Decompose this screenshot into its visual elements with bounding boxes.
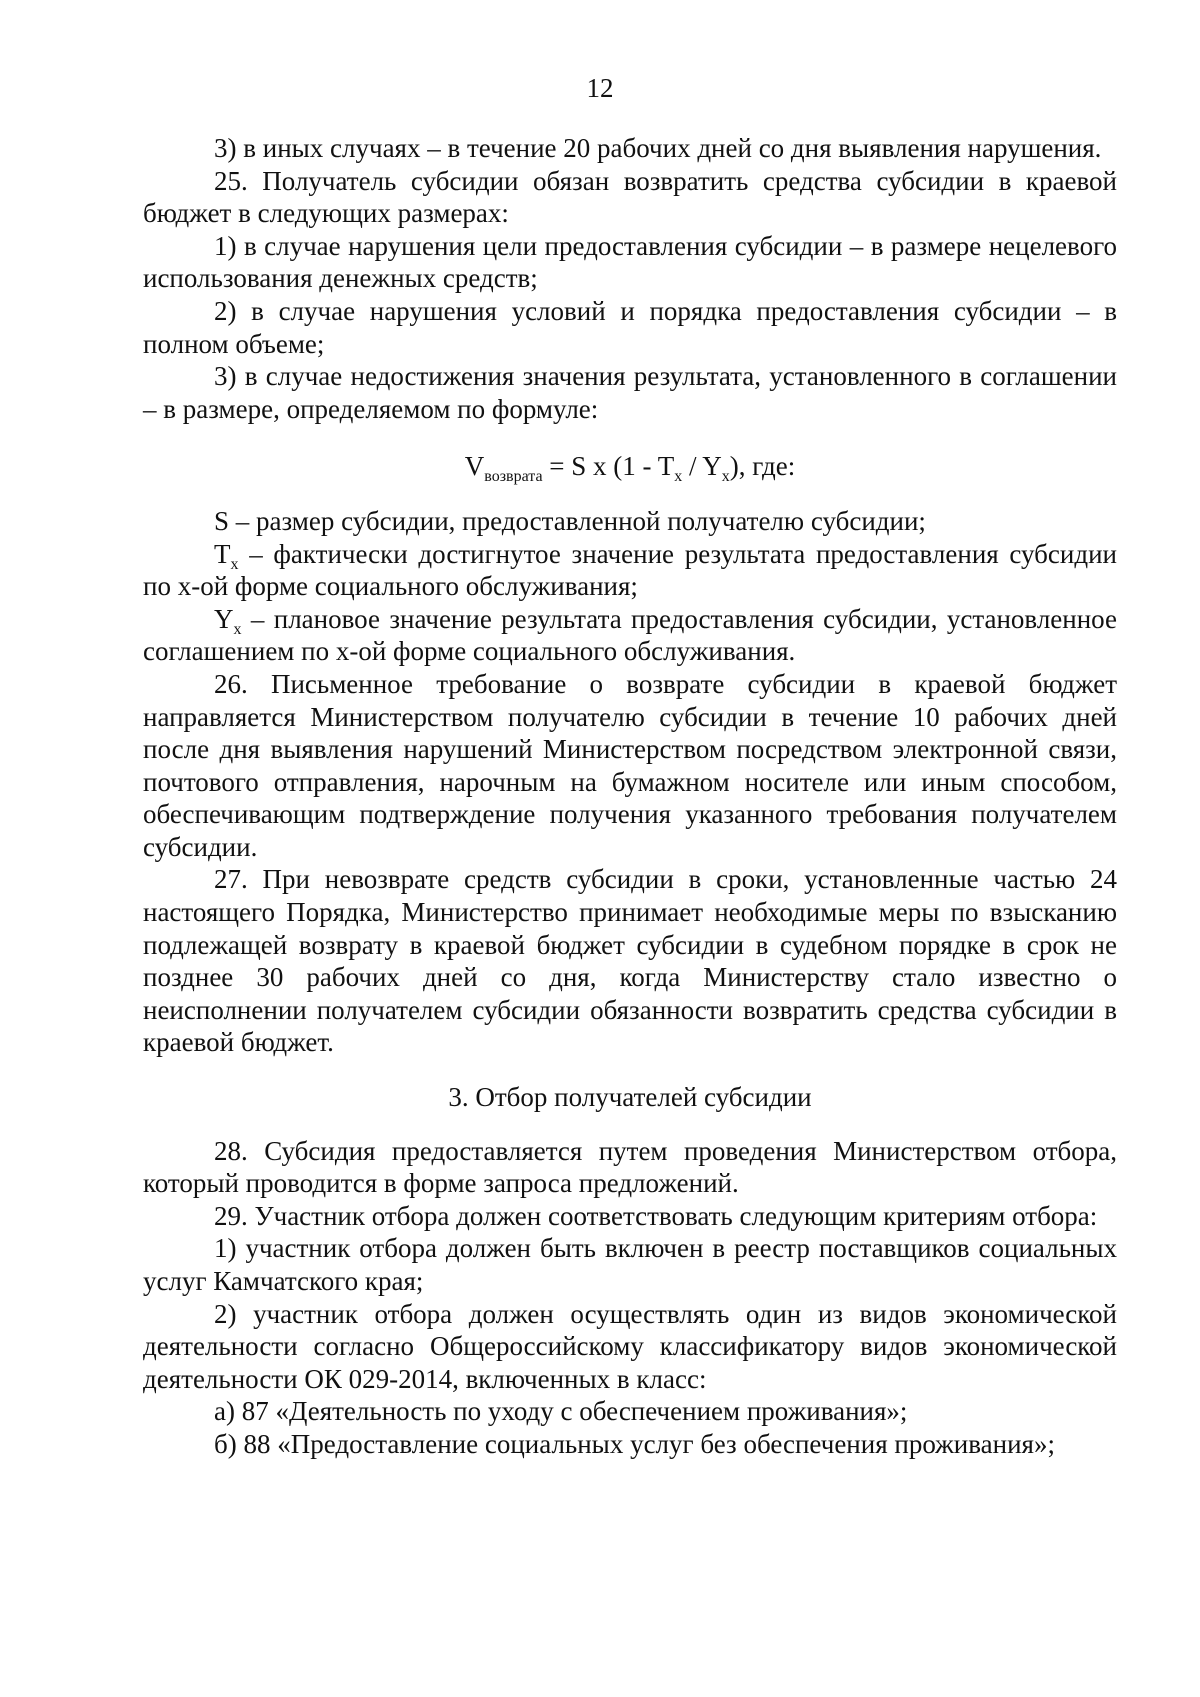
paragraph: 3) в случае недостижения значения результата, установленного в соглашении – в размере, определяемом по формуле: <box>143 361 1117 424</box>
definition-t-symbol: T <box>214 538 231 569</box>
paragraph: 1) в случае нарушения цели предоставления субсидии – в размере нецелевого использования денежных средств; <box>143 230 1117 294</box>
formula-t-subscript: x <box>674 468 683 486</box>
definition-t <box>143 538 1117 603</box>
definition-s: S – размер субсидии, предоставленной получателю субсидии; <box>214 505 926 536</box>
formula-slash: / Y <box>682 451 722 482</box>
paragraph: 3) в иных случаях – в течение 20 рабочих дней со дня выявления нарушения. <box>214 133 1102 163</box>
paragraph: а) 87 «Деятельность по уходу с обеспечением проживания»; <box>214 1396 908 1427</box>
formula-mid: = S x (1 - T <box>542 451 675 482</box>
page-number: 12 <box>586 73 614 103</box>
section-title: 3. Отбор получателей субсидии <box>448 1082 812 1113</box>
definition-y-subscript: x <box>233 620 242 638</box>
definition-y-text: – плановое значение результата предоставления субсидии, установленное соглашением по x-ой форме социального обслуживания. <box>143 603 1117 667</box>
paragraph: 2) участник отбора должен осуществлять один из видов экономической деятельности согласно Общероссийскому классификатору видов экономической деятельности ОК 029-2014, включенных в класс: <box>143 1298 1117 1394</box>
definition-t-text: – фактически достигнутое значение результата предоставления субсидии по x-ой форме социального обслуживания; <box>143 538 1117 602</box>
definition-y <box>143 603 1117 668</box>
document-body <box>143 132 1117 1461</box>
definition-y-symbol: Y <box>214 603 234 634</box>
paragraph: 1) участник отбора должен быть включен в реестр поставщиков социальных услуг Камчатского края; <box>143 1233 1117 1296</box>
definition-t-subscript: x <box>230 555 239 573</box>
paragraph: б) 88 «Предоставление социальных услуг без обеспечения проживания»; <box>214 1428 1055 1459</box>
paragraph: 2) в случае нарушения условий и порядка предоставления субсидии – в полном объеме; <box>143 295 1117 359</box>
paragraph: 29. Участник отбора должен соответствовать следующим критериям отбора: <box>214 1200 1098 1231</box>
paragraph: 28. Субсидия предоставляется путем проведения Министерством отбора, который проводится в форме запроса предложений. <box>143 1135 1117 1199</box>
formula-y-subscript: x <box>721 468 730 486</box>
paragraph: 25. Получатель субсидии обязан возвратить средства субсидии в краевой бюджет в следующих размерах: <box>143 165 1117 229</box>
paragraph: 26. Письменное требование о возврате субсидии в краевой бюджет направляется Министерством получателю субсидии в течение 10 рабочих дней после дня выявления нарушений Министерством посредством электронной связи, почтового отправления, нарочным на бумажном носителе или иным способом, обеспечивающим подтверждение получения указанного требования получателем субсидии. <box>143 668 1117 862</box>
formula <box>143 450 1117 486</box>
paragraph: 27. При невозврате средств субсидии в сроки, установленные частью 24 настоящего Порядка, Министерство принимает необходимые меры по взысканию подлежащей возврату в краевой бюджет субсидии в судебном порядке в срок не позднее 30 рабочих дней со дня, когда Министерству стало известно о неисполнении получателем субсидии обязанности возвратить средства субсидии в краевой бюджет. <box>143 864 1117 1058</box>
formula-v-subscript: возврата <box>484 468 543 486</box>
formula-v: V <box>464 451 485 482</box>
formula-tail: ), где: <box>729 451 796 482</box>
